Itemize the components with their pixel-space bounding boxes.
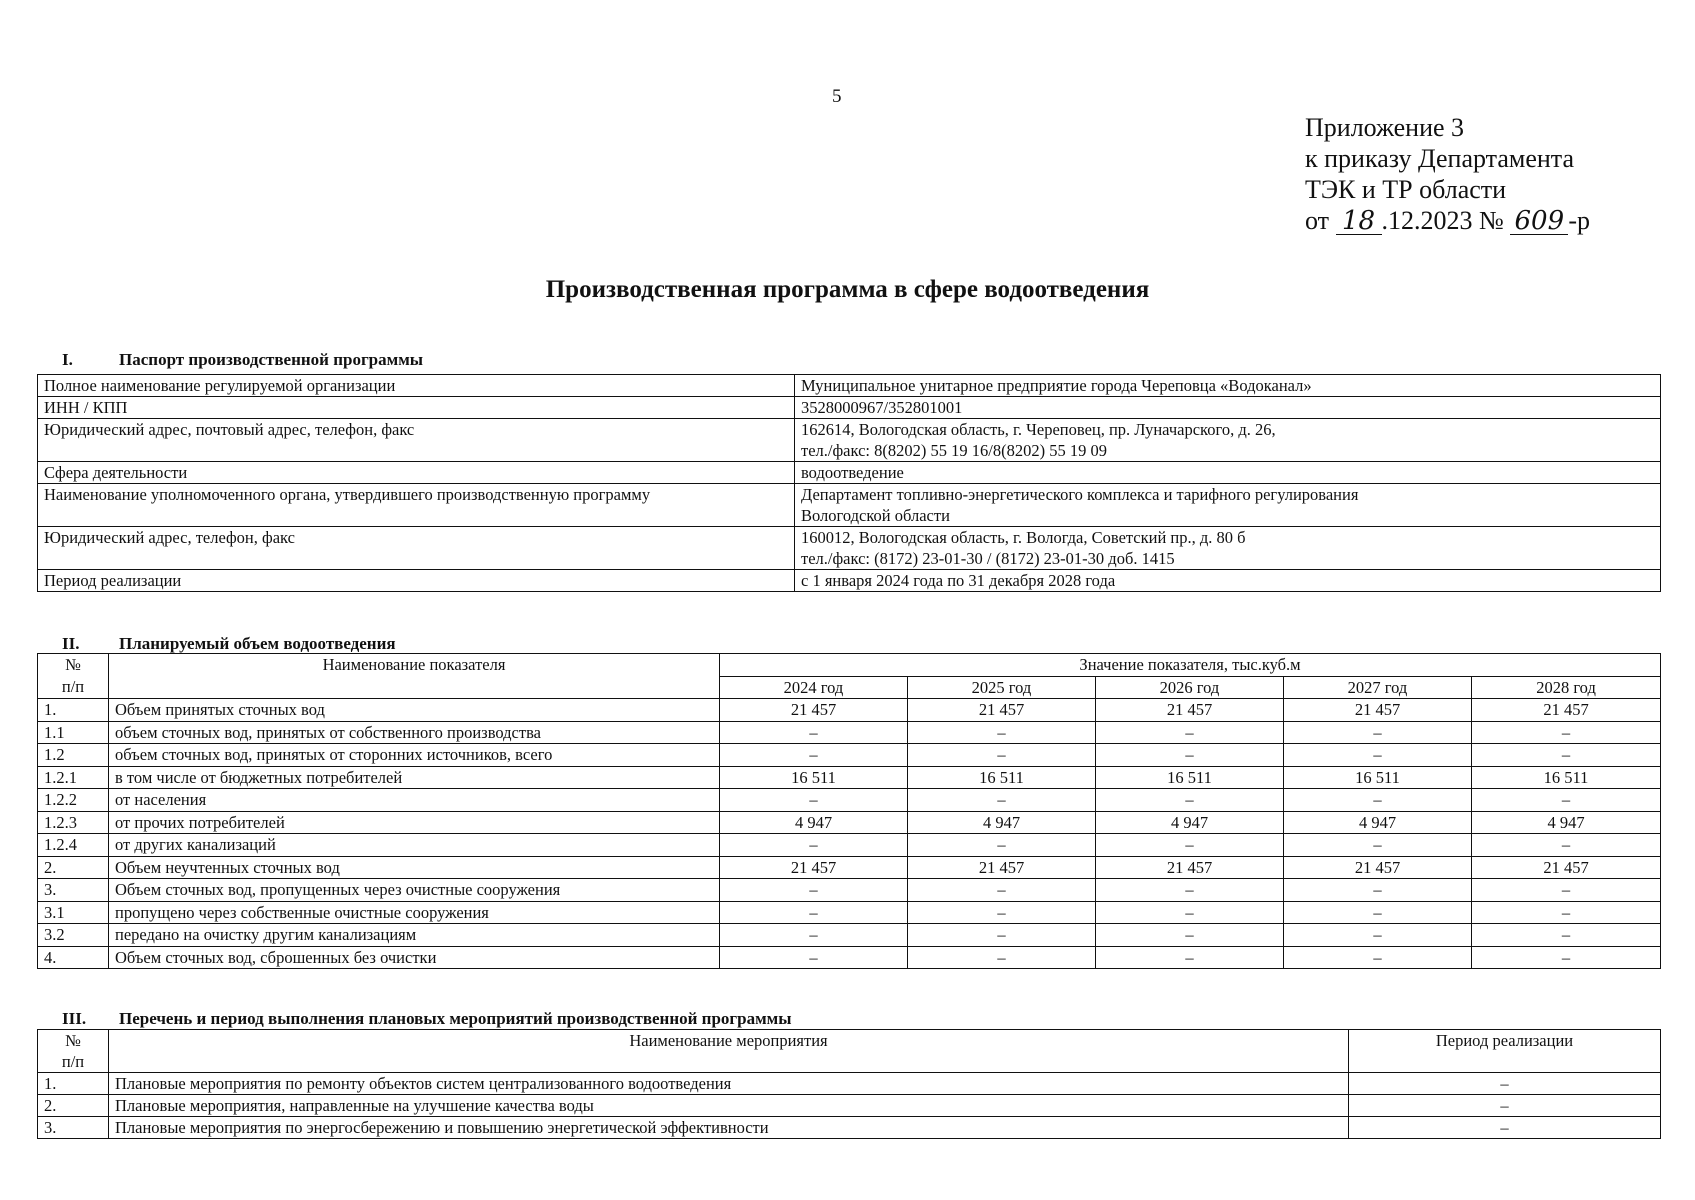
volume-row [38, 766, 1661, 789]
volume-row [38, 879, 1661, 902]
appendix-date-line [1305, 205, 1590, 236]
passport-row [38, 419, 1661, 462]
section-2-heading [62, 634, 396, 654]
date-prefix: от [1305, 206, 1330, 235]
year-header: 2025 год [908, 676, 1096, 699]
indicator-value: – [720, 924, 908, 947]
volume-row [38, 721, 1661, 744]
measures-col-num-header: № п/п [38, 1030, 109, 1073]
volume-row [38, 834, 1661, 857]
row-number: 1.2.2 [38, 789, 109, 812]
page-number: 5 [832, 86, 842, 107]
indicator-value: 16 511 [720, 766, 908, 789]
indicator-value: 4 947 [1096, 811, 1284, 834]
indicator-value: – [1096, 901, 1284, 924]
volume-row [38, 744, 1661, 767]
passport-label: Период реализации [38, 570, 795, 592]
row-number: 4. [38, 946, 109, 969]
indicator-value: – [1284, 789, 1472, 812]
passport-label: Полное наименование регулируемой организации [38, 375, 795, 397]
passport-value [795, 484, 1661, 527]
passport-label: ИНН / КПП [38, 397, 795, 419]
indicator-value: – [908, 744, 1096, 767]
measure-period: – [1349, 1095, 1661, 1117]
volume-row [38, 946, 1661, 969]
measures-col-name-header: Наименование мероприятия [109, 1030, 1349, 1073]
indicator-value: 21 457 [1096, 699, 1284, 722]
indicator-value: – [1472, 721, 1661, 744]
indicator-value: 4 947 [908, 811, 1096, 834]
section-1-title: Паспорт производственной программы [119, 350, 424, 369]
indicator-value: – [1472, 744, 1661, 767]
indicator-value: 21 457 [1472, 699, 1661, 722]
indicator-value: – [1284, 901, 1472, 924]
indicator-name: пропущено через собственные очистные сооружения [109, 901, 720, 924]
section-3-title: Перечень и период выполнения плановых мероприятий производственной программы [119, 1009, 792, 1028]
passport-value-line: с 1 января 2024 года по 31 декабря 2028 года [801, 571, 1116, 590]
passport-row [38, 462, 1661, 484]
indicator-value: – [908, 721, 1096, 744]
indicator-value: – [1284, 946, 1472, 969]
indicator-value: – [908, 924, 1096, 947]
indicator-value: – [1472, 879, 1661, 902]
passport-row [38, 570, 1661, 592]
passport-label: Юридический адрес, почтовый адрес, телефон, факс [38, 419, 795, 462]
indicator-value: – [720, 744, 908, 767]
section-3-roman: III. [62, 1009, 87, 1028]
section-3-heading [62, 1009, 792, 1029]
handwritten-day: 18 [1336, 208, 1382, 235]
indicator-value: 16 511 [1472, 766, 1661, 789]
year-header: 2024 год [720, 676, 908, 699]
passport-value [795, 462, 1661, 484]
passport-value [795, 397, 1661, 419]
indicator-value: – [720, 901, 908, 924]
document-title: Производственная программа в сфере водоотведения [545, 276, 1150, 303]
indicator-value: 16 511 [908, 766, 1096, 789]
passport-row [38, 484, 1661, 527]
volume-row [38, 699, 1661, 722]
indicator-value: 21 457 [908, 699, 1096, 722]
indicator-name: от населения [109, 789, 720, 812]
indicator-name: в том числе от бюджетных потребителей [109, 766, 720, 789]
passport-value-line: Вологодской области [801, 506, 950, 525]
indicator-value: – [1284, 721, 1472, 744]
measure-row [38, 1117, 1661, 1139]
indicator-value: – [908, 901, 1096, 924]
measures-col-period-header: Период реализации [1349, 1030, 1661, 1073]
indicator-value: 4 947 [1472, 811, 1661, 834]
passport-table [37, 374, 1661, 592]
indicator-value: – [1284, 879, 1472, 902]
row-number: 1.2 [38, 744, 109, 767]
indicator-name: объем сточных вод, принятых от собственного производства [109, 721, 720, 744]
indicator-value: 16 511 [1284, 766, 1472, 789]
indicator-value: 16 511 [1096, 766, 1284, 789]
passport-value [795, 527, 1661, 570]
year-header: 2027 год [1284, 676, 1472, 699]
indicator-value: – [1096, 744, 1284, 767]
col-num-header: № п/п [38, 654, 109, 699]
indicator-value: 4 947 [720, 811, 908, 834]
indicator-name: Объем принятых сточных вод [109, 699, 720, 722]
measure-number: 2. [38, 1095, 109, 1117]
passport-value-line: тел./факс: 8(8202) 55 19 16/8(8202) 55 19 09 [801, 441, 1107, 460]
order-suffix: -р [1568, 206, 1591, 235]
appendix-line-1: Приложение 3 [1305, 113, 1465, 142]
volume-table [37, 653, 1661, 969]
appendix-line-2: к приказу Департамента [1305, 144, 1575, 173]
indicator-value: – [1096, 789, 1284, 812]
volume-row [38, 924, 1661, 947]
measure-row [38, 1073, 1661, 1095]
row-number: 3. [38, 879, 109, 902]
indicator-name: объем сточных вод, принятых от сторонних источников, всего [109, 744, 720, 767]
passport-value-line: 162614, Вологодская область, г. Череповец, пр. Луначарского, д. 26, [801, 420, 1276, 439]
appendix-header [1305, 112, 1590, 236]
measure-name: Плановые мероприятия по энергосбережению и повышению энергетической эффективности [109, 1117, 1349, 1139]
year-header: 2026 год [1096, 676, 1284, 699]
indicator-name: от других канализаций [109, 834, 720, 857]
indicator-value: – [1472, 789, 1661, 812]
row-number: 1. [38, 699, 109, 722]
row-number: 3.2 [38, 924, 109, 947]
passport-value-line: водоотведение [801, 463, 904, 482]
row-number: 1.2.3 [38, 811, 109, 834]
indicator-value: 21 457 [720, 699, 908, 722]
passport-value [795, 375, 1661, 397]
passport-row [38, 527, 1661, 570]
row-number: 1.2.4 [38, 834, 109, 857]
indicator-value: – [720, 946, 908, 969]
passport-label: Сфера деятельности [38, 462, 795, 484]
section-1-heading [62, 350, 423, 370]
measures-table [37, 1029, 1661, 1139]
indicator-value: – [1284, 924, 1472, 947]
measure-period: – [1349, 1117, 1661, 1139]
date-rest: .12.2023 № [1381, 206, 1504, 235]
passport-value-line: Департамент топливно-энергетического комплекса и тарифного регулирования [801, 485, 1359, 504]
indicator-name: Объем сточных вод, пропущенных через очистные сооружения [109, 879, 720, 902]
indicator-value: – [1096, 946, 1284, 969]
indicator-value: – [908, 789, 1096, 812]
measure-period: – [1349, 1073, 1661, 1095]
col-name-header: Наименование показателя [109, 654, 720, 699]
passport-value [795, 570, 1661, 592]
measure-number: 3. [38, 1117, 109, 1139]
indicator-value: – [1472, 834, 1661, 857]
indicator-name: от прочих потребителей [109, 811, 720, 834]
indicator-value: 21 457 [1284, 856, 1472, 879]
measure-row [38, 1095, 1661, 1117]
indicator-name: Объем сточных вод, сброшенных без очистки [109, 946, 720, 969]
indicator-value: – [1096, 879, 1284, 902]
indicator-value: – [720, 721, 908, 744]
passport-label: Юридический адрес, телефон, факс [38, 527, 795, 570]
measure-number: 1. [38, 1073, 109, 1095]
row-number: 3.1 [38, 901, 109, 924]
indicator-name: передано на очистку другим канализациям [109, 924, 720, 947]
passport-row [38, 375, 1661, 397]
indicator-value: 21 457 [720, 856, 908, 879]
handwritten-order-number: 609 [1510, 208, 1568, 235]
indicator-value: 4 947 [1284, 811, 1472, 834]
indicator-value: – [908, 946, 1096, 969]
indicator-value: – [908, 879, 1096, 902]
indicator-name: Объем неучтенных сточных вод [109, 856, 720, 879]
indicator-value: 21 457 [908, 856, 1096, 879]
row-number: 1.1 [38, 721, 109, 744]
volume-row [38, 856, 1661, 879]
row-number: 1.2.1 [38, 766, 109, 789]
measure-name: Плановые мероприятия, направленные на улучшение качества воды [109, 1095, 1349, 1117]
indicator-value: – [720, 789, 908, 812]
year-header: 2028 год [1472, 676, 1661, 699]
indicator-value: – [1284, 744, 1472, 767]
indicator-value: – [1472, 946, 1661, 969]
section-1-roman: I. [62, 350, 73, 369]
passport-value-line: 160012, Вологодская область, г. Вологда, Советский пр., д. 80 б [801, 528, 1246, 547]
passport-row [38, 397, 1661, 419]
volume-row [38, 789, 1661, 812]
passport-value-line: 3528000967/352801001 [801, 398, 963, 417]
section-2-roman: II. [62, 634, 80, 653]
indicator-value: 21 457 [1096, 856, 1284, 879]
indicator-value: – [1096, 721, 1284, 744]
section-2-title: Планируемый объем водоотведения [119, 634, 396, 653]
indicator-value: 21 457 [1284, 699, 1472, 722]
indicator-value: – [1096, 834, 1284, 857]
indicator-value: – [1096, 924, 1284, 947]
col-value-group-header: Значение показателя, тыс.куб.м [720, 654, 1661, 677]
volume-row [38, 811, 1661, 834]
indicator-value: 21 457 [1472, 856, 1661, 879]
passport-value-line: тел./факс: (8172) 23-01-30 / (8172) 23-01-30 доб. 1415 [801, 549, 1175, 568]
volume-row [38, 901, 1661, 924]
indicator-value: – [1472, 901, 1661, 924]
indicator-value: – [1472, 924, 1661, 947]
appendix-line-3: ТЭК и ТР области [1305, 175, 1507, 204]
passport-value-line: Муниципальное унитарное предприятие города Череповца «Водоканал» [801, 376, 1312, 395]
indicator-value: – [720, 879, 908, 902]
measure-name: Плановые мероприятия по ремонту объектов систем централизованного водоотведения [109, 1073, 1349, 1095]
passport-label: Наименование уполномоченного органа, утвердившего производственную программу [38, 484, 795, 527]
indicator-value: – [908, 834, 1096, 857]
row-number: 2. [38, 856, 109, 879]
indicator-value: – [1284, 834, 1472, 857]
indicator-value: – [720, 834, 908, 857]
passport-value [795, 419, 1661, 462]
